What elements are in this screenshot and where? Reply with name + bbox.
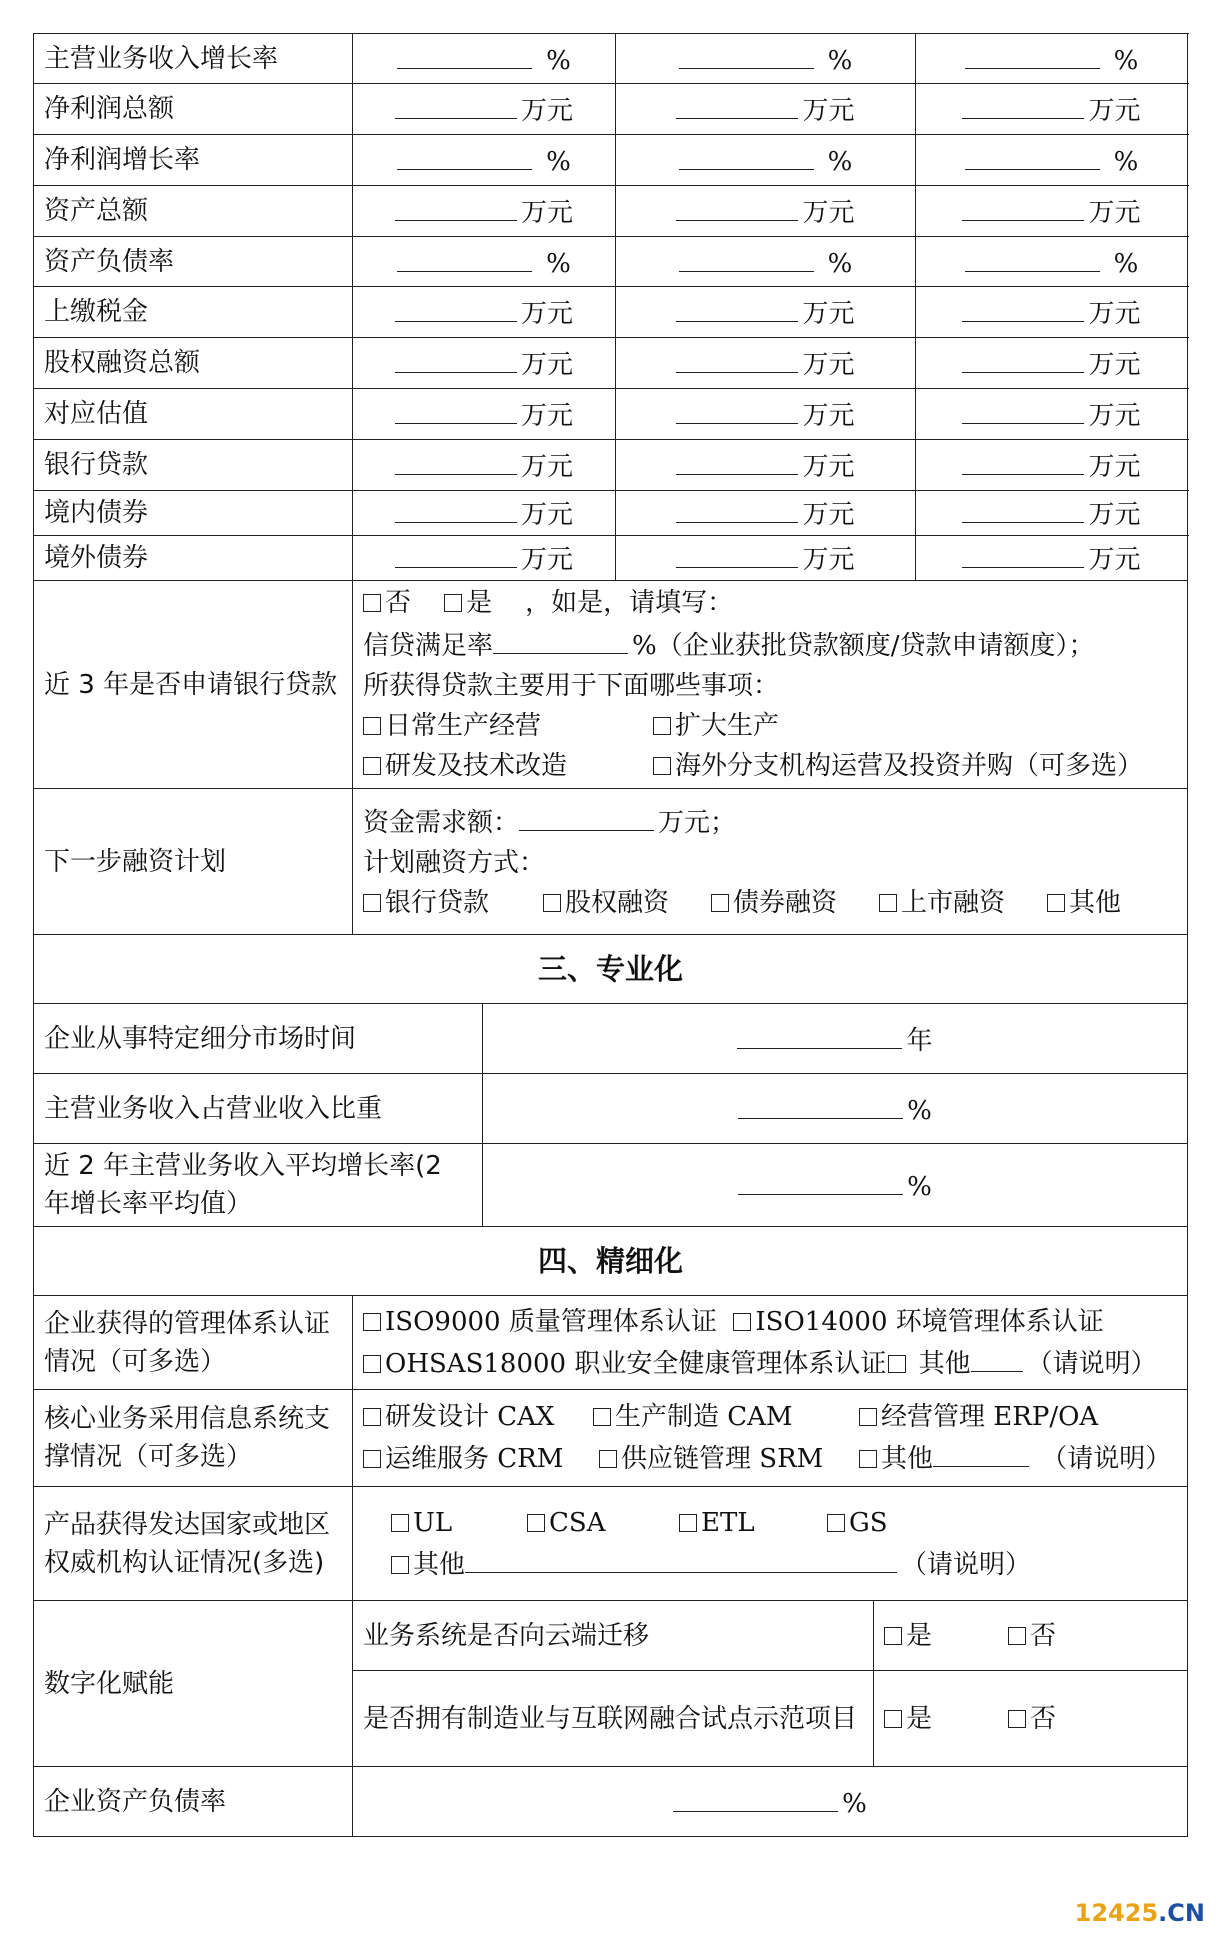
checkbox[interactable] (859, 1408, 877, 1426)
checkbox[interactable] (599, 1450, 617, 1468)
debt-blank[interactable] (673, 1781, 838, 1812)
year-2-cell (616, 237, 916, 287)
pilot-no[interactable]: 否 (1008, 1700, 1056, 1738)
avg-growth-blank[interactable] (738, 1164, 903, 1195)
checkbox[interactable] (543, 894, 561, 912)
info-cam[interactable]: 生产制造 CAM (593, 1398, 859, 1436)
year-2-cell (616, 491, 916, 536)
unit-label: 万元 (520, 401, 573, 431)
unit-label: 万元 (802, 96, 855, 126)
method-bank-loan[interactable]: 银行贷款 (363, 883, 543, 923)
checkbox[interactable] (363, 717, 381, 735)
year-3-cell (916, 34, 1188, 84)
product-cert-row (34, 1487, 1188, 1601)
value-blank[interactable] (395, 492, 517, 523)
mgmt-cert-label: 企业获得的管理体系认证情况（可多选） (34, 1296, 353, 1390)
year-3-cell (916, 84, 1188, 135)
cloud-yes[interactable]: 是 (884, 1617, 1008, 1655)
year-2-cell (616, 440, 916, 491)
value-blank[interactable] (679, 241, 814, 272)
unit-label: 万元 (1088, 96, 1141, 126)
cert-iso9000[interactable]: ISO9000 质量管理体系认证 (363, 1303, 717, 1341)
pilot-question: 是否拥有制造业与互联网融合试点示范项目 (353, 1671, 874, 1767)
market-time-blank[interactable] (737, 1018, 902, 1049)
checkbox[interactable] (363, 1355, 381, 1373)
value-blank[interactable] (676, 537, 798, 568)
cert-other[interactable]: 其他 (886, 1345, 970, 1383)
financial-row-label: 对应估值 (34, 389, 353, 440)
financial-row (34, 536, 1188, 581)
financial-row (34, 186, 1188, 237)
plan-row (34, 789, 1188, 935)
checkbox[interactable] (363, 894, 381, 912)
cert-iso14000[interactable]: ISO14000 环境管理体系认证 (733, 1303, 1103, 1341)
market-time-label: 企业从事特定细分市场时间 (34, 1004, 483, 1074)
section3-title: 三、专业化 (34, 935, 1188, 1004)
financial-row (34, 237, 1188, 287)
loan-label: 近 3 年是否申请银行贷款 (34, 581, 353, 789)
year-3-cell (916, 186, 1188, 237)
loan-if-yes: ，如是，请填写： (525, 588, 734, 618)
financial-row-label: 境内债券 (34, 491, 353, 536)
value-blank[interactable] (676, 190, 798, 221)
rate-suffix: %（企业获批贷款额度/贷款申请额度）； (632, 631, 1095, 661)
checkbox[interactable] (884, 1627, 902, 1645)
product-cert-label: 产品获得发达国家或地区权威机构认证情况(多选) (34, 1487, 353, 1601)
method-equity[interactable]: 股权融资 (543, 883, 711, 923)
value-blank[interactable] (395, 88, 517, 119)
value-blank[interactable] (679, 38, 814, 69)
value-blank[interactable] (679, 139, 814, 170)
value-blank[interactable] (395, 393, 517, 424)
year-1-cell (353, 389, 616, 440)
unit-label: 万元 (1088, 198, 1141, 228)
checkbox[interactable] (391, 1556, 409, 1574)
cert-ohsas18000[interactable]: OHSAS18000 职业安全健康管理体系认证 (363, 1345, 886, 1383)
financial-row (34, 440, 1188, 491)
year-1-cell (353, 440, 616, 491)
year-3-cell (916, 491, 1188, 536)
info-system-label: 核心业务采用信息系统支撑情况（可多选） (34, 1390, 353, 1487)
year-2-cell (616, 186, 916, 237)
value-blank[interactable] (965, 139, 1100, 170)
value-blank[interactable] (395, 291, 517, 322)
cert-ul[interactable]: UL (391, 1504, 527, 1542)
year-3-cell (916, 135, 1188, 186)
plan-label: 下一步融资计划 (34, 789, 353, 935)
year-1-cell (353, 84, 616, 135)
main-ratio-label: 主营业务收入占营业收入比重 (34, 1074, 483, 1144)
unit-label: % (827, 147, 853, 177)
cert-note: （请说明） (1026, 1348, 1157, 1379)
mgmt-cert-row (34, 1296, 1188, 1390)
checkbox[interactable] (363, 757, 381, 775)
info-erp[interactable]: 经营管理 ERP/OA (859, 1398, 1098, 1436)
year-3-cell (916, 389, 1188, 440)
method-label: 计划融资方式： (363, 848, 546, 878)
value-blank[interactable] (962, 291, 1084, 322)
main-ratio-blank[interactable] (738, 1088, 903, 1119)
checkbox[interactable] (884, 1710, 902, 1728)
value-blank[interactable] (676, 393, 798, 424)
unit-label: 万元 (520, 350, 573, 380)
avg-growth-unit: % (907, 1172, 932, 1202)
financial-row (34, 135, 1188, 186)
unit-label: 万元 (802, 545, 855, 575)
value-blank[interactable] (397, 38, 532, 69)
year-1-cell (353, 34, 616, 84)
info-other[interactable]: 其他 (859, 1440, 933, 1478)
form-sheet (33, 33, 1187, 1837)
unit-label: 万元 (520, 452, 573, 482)
digital-row-1 (34, 1601, 1188, 1671)
year-2-cell (616, 84, 916, 135)
value-blank[interactable] (965, 38, 1100, 69)
info-srm[interactable]: 供应链管理 SRM (599, 1440, 859, 1478)
checkbox[interactable] (593, 1408, 611, 1426)
cert-product-other[interactable]: 其他 (391, 1546, 465, 1584)
checkbox[interactable] (827, 1514, 845, 1532)
financial-row (34, 338, 1188, 389)
value-blank[interactable] (395, 444, 517, 475)
value-blank[interactable] (676, 492, 798, 523)
checkbox[interactable] (363, 1450, 381, 1468)
form-table (33, 33, 1188, 1837)
value-blank[interactable] (676, 88, 798, 119)
year-2-cell (616, 135, 916, 186)
info-crm[interactable]: 运维服务 CRM (363, 1440, 599, 1478)
unit-label: 万元 (520, 96, 573, 126)
year-3-cell (916, 440, 1188, 491)
financial-rows (34, 34, 1188, 581)
year-2-cell (616, 338, 916, 389)
section3-header-row (34, 935, 1188, 1004)
year-2-cell (616, 389, 916, 440)
info-other-blank[interactable] (933, 1436, 1029, 1467)
unit-label: % (546, 248, 571, 279)
financial-row (34, 491, 1188, 536)
unit-label: 万元 (802, 500, 855, 530)
site-logo: 12425.CN (1074, 1899, 1205, 1927)
section4-header-row (34, 1227, 1188, 1296)
sec3-row-1 (34, 1004, 1188, 1074)
year-1-cell (353, 186, 616, 237)
year-1-cell (353, 536, 616, 581)
checkbox[interactable] (679, 1514, 697, 1532)
unit-label: 万元 (520, 545, 573, 575)
financial-row-label: 股权融资总额 (34, 338, 353, 389)
value-blank[interactable] (962, 537, 1084, 568)
financial-row-label: 主营业务收入增长率 (34, 34, 353, 84)
checkbox[interactable] (363, 594, 381, 612)
year-1-cell (353, 491, 616, 536)
unit-label: 万元 (802, 350, 855, 380)
value-blank[interactable] (395, 537, 517, 568)
checkbox[interactable] (653, 757, 671, 775)
checkbox[interactable] (363, 1313, 381, 1331)
use-option-1[interactable]: 日常生产经营 (363, 706, 653, 746)
year-1-cell (353, 287, 616, 338)
unit-label: 万元 (802, 198, 855, 228)
unit-label: % (1113, 248, 1139, 279)
financial-row-label: 资产总额 (34, 186, 353, 237)
financial-row (34, 287, 1188, 338)
financial-row-label: 资产负债率 (34, 237, 353, 287)
checkbox[interactable] (879, 894, 897, 912)
unit-label: % (546, 147, 571, 177)
pilot-yes[interactable]: 是 (884, 1700, 1008, 1738)
unit-label: % (827, 248, 853, 279)
financial-row (34, 84, 1188, 135)
financial-row-label: 银行贷款 (34, 440, 353, 491)
method-bond[interactable]: 债券融资 (711, 883, 879, 923)
checkbox[interactable] (444, 594, 462, 612)
sec3-row-2 (34, 1074, 1188, 1144)
value-blank[interactable] (962, 492, 1084, 523)
checkbox[interactable] (363, 1408, 381, 1426)
checkbox[interactable] (391, 1514, 409, 1532)
cert-product-note: （请说明） (901, 1549, 1032, 1580)
unit-label: 万元 (1088, 500, 1141, 530)
unit-label: 万元 (802, 401, 855, 431)
unit-label: % (1113, 45, 1139, 76)
cert-other-blank[interactable] (971, 1341, 1023, 1372)
year-2-cell (616, 536, 916, 581)
value-blank[interactable] (965, 241, 1100, 272)
value-blank[interactable] (676, 342, 798, 373)
value-blank[interactable] (395, 342, 517, 373)
checkbox[interactable] (1008, 1710, 1026, 1728)
method-other[interactable]: 其他 (1047, 883, 1121, 923)
checkbox[interactable] (527, 1514, 545, 1532)
method-ipo[interactable]: 上市融资 (879, 883, 1047, 923)
financial-row (34, 389, 1188, 440)
value-blank[interactable] (962, 444, 1084, 475)
year-3-cell (916, 287, 1188, 338)
amount-unit: 万元； (658, 808, 737, 838)
year-3-cell (916, 338, 1188, 389)
checkbox[interactable] (888, 1355, 906, 1373)
cert-etl[interactable]: ETL (679, 1504, 827, 1542)
unit-label: 万元 (1088, 452, 1141, 482)
rate-blank[interactable] (493, 623, 628, 654)
cert-product-other-blank[interactable] (465, 1542, 897, 1573)
sec3-row-3 (34, 1144, 1188, 1227)
value-blank[interactable] (962, 393, 1084, 424)
amount-label: 资金需求额： (363, 808, 520, 838)
cert-csa[interactable]: CSA (527, 1504, 679, 1542)
checkbox[interactable] (1047, 894, 1065, 912)
rate-label: 信贷满足率 (363, 631, 494, 661)
cloud-no[interactable]: 否 (1008, 1617, 1056, 1655)
checkbox[interactable] (711, 894, 729, 912)
info-system-row (34, 1390, 1188, 1487)
digital-label: 数字化赋能 (34, 1601, 353, 1767)
unit-label: % (546, 45, 571, 76)
unit-label: 万元 (802, 452, 855, 482)
financial-row (34, 34, 1188, 84)
use-option-4[interactable]: 海外分支机构运营及投资并购（可多选） (653, 746, 1143, 786)
use-option-3[interactable]: 研发及技术改造 (363, 746, 653, 786)
value-blank[interactable] (397, 241, 532, 272)
year-1-cell (353, 237, 616, 287)
financial-row-label: 净利润总额 (34, 84, 353, 135)
year-1-cell (353, 338, 616, 389)
debt-unit: % (842, 1788, 867, 1819)
financial-row-label: 境外债券 (34, 536, 353, 581)
use-option-2[interactable]: 扩大生产 (653, 706, 779, 746)
unit-label: 万元 (1088, 299, 1141, 329)
year-3-cell (916, 237, 1188, 287)
value-blank[interactable] (676, 444, 798, 475)
unit-label: 万元 (520, 500, 573, 530)
financial-row-label: 上缴税金 (34, 287, 353, 338)
checkbox[interactable] (653, 717, 671, 735)
unit-label: % (827, 45, 853, 76)
info-note: （请说明） (1041, 1444, 1172, 1474)
financial-row-label: 净利润增长率 (34, 135, 353, 186)
year-3-cell (916, 536, 1188, 581)
year-1-cell (353, 135, 616, 186)
value-blank[interactable] (395, 190, 517, 221)
amount-blank[interactable] (519, 800, 654, 831)
unit-label: 万元 (520, 198, 573, 228)
cloud-question: 业务系统是否向云端迁移 (353, 1601, 874, 1671)
value-blank[interactable] (397, 139, 532, 170)
value-blank[interactable] (962, 190, 1084, 221)
market-time-unit: 年 (906, 1025, 933, 1056)
unit-label: 万元 (1088, 401, 1141, 431)
unit-label: % (1113, 147, 1139, 177)
debt-label: 企业资产负债率 (34, 1767, 353, 1837)
checkbox[interactable] (859, 1450, 877, 1468)
year-2-cell (616, 34, 916, 84)
checkbox[interactable] (733, 1313, 751, 1331)
avg-growth-label: 近 2 年主营业务收入平均增长率(2 年增长率平均值） (34, 1144, 483, 1227)
year-2-cell (616, 287, 916, 338)
unit-label: 万元 (1088, 545, 1141, 575)
loan-yes-option[interactable]: 是 (444, 583, 492, 623)
loan-no-option[interactable]: 否 (363, 583, 411, 623)
loan-row (34, 581, 1188, 789)
unit-label: 万元 (802, 299, 855, 329)
main-ratio-unit: % (907, 1095, 932, 1126)
checkbox[interactable] (1008, 1627, 1026, 1645)
value-blank[interactable] (962, 342, 1084, 373)
unit-label: 万元 (520, 299, 573, 329)
info-cax[interactable]: 研发设计 CAX (363, 1398, 593, 1436)
debt-row (34, 1767, 1188, 1837)
cert-gs[interactable]: GS (827, 1504, 888, 1542)
value-blank[interactable] (676, 291, 798, 322)
unit-label: 万元 (1088, 350, 1141, 380)
value-blank[interactable] (962, 88, 1084, 119)
section4-title: 四、精细化 (34, 1227, 1188, 1296)
use-label: 所获得贷款主要用于下面哪些事项： (363, 671, 780, 701)
